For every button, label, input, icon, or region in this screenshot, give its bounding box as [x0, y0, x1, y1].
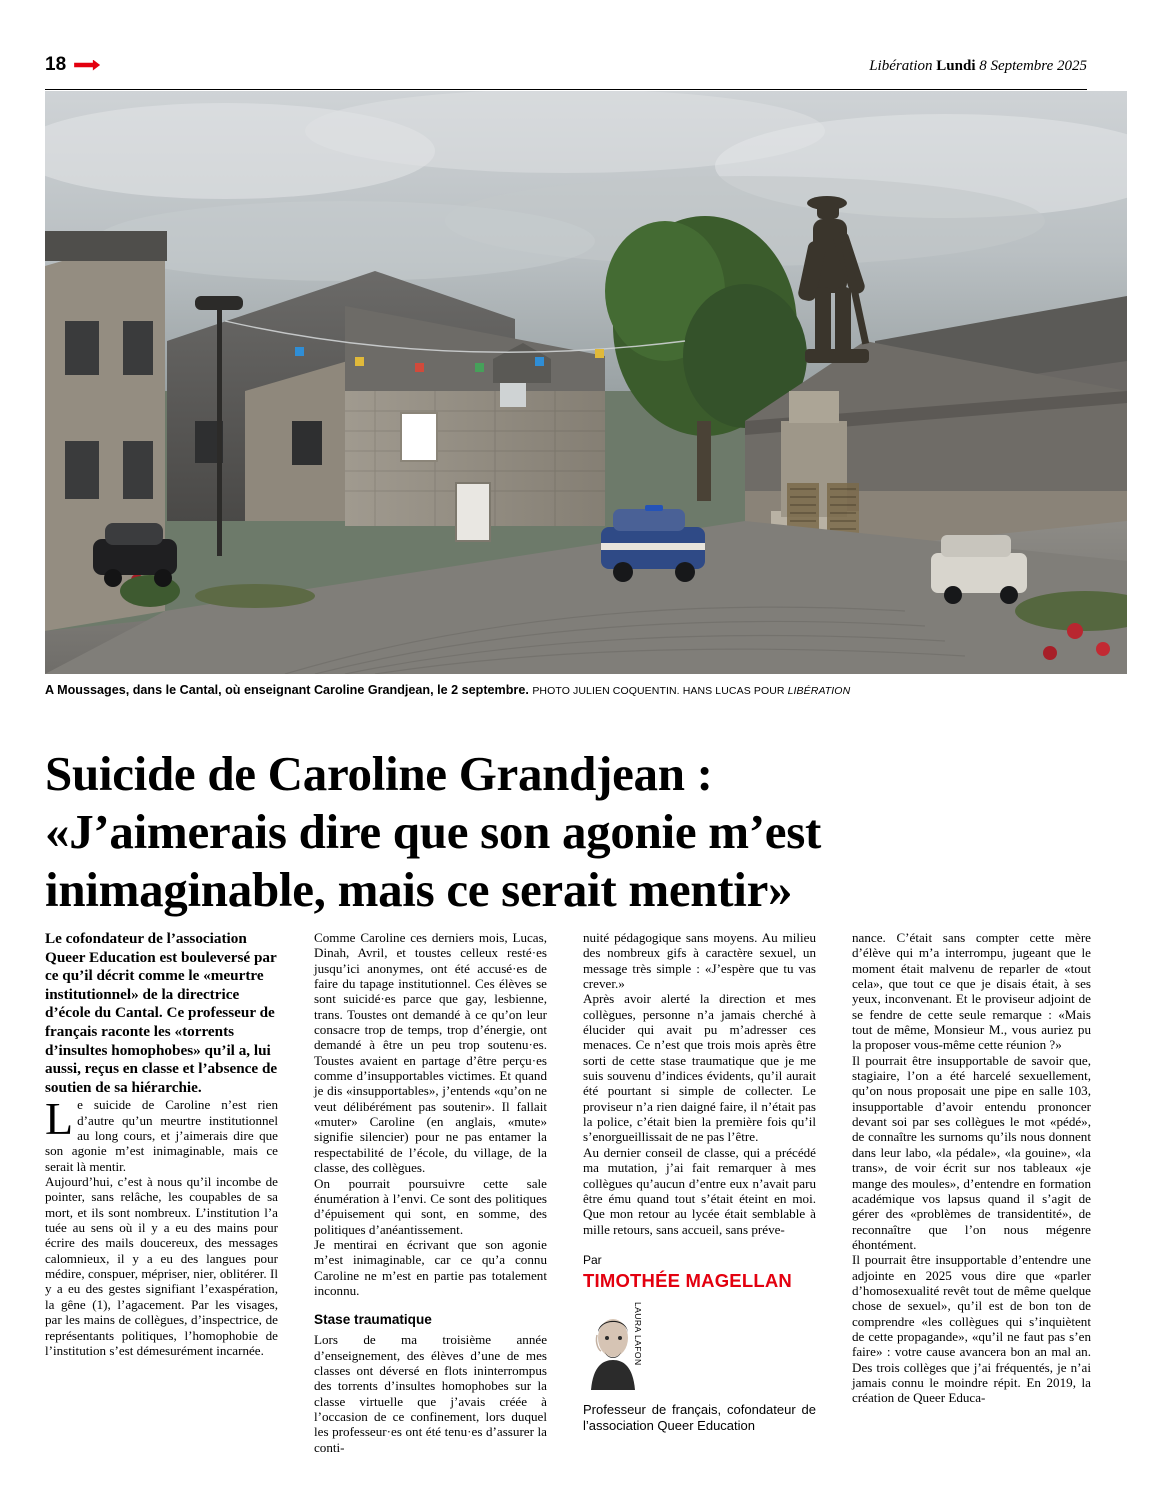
- page-title: [45, 745, 1127, 919]
- headline-line-1: Suicide de Caroline Grandjean :: [45, 745, 713, 801]
- portrait-credit: LAURA LAFON: [633, 1302, 643, 1366]
- dateline-date: 8 Septembre 2025: [979, 58, 1087, 74]
- paragraph: Lors de ma troisième année d’enseignement, des élèves d’une de mes classes ont déversé en flots ininterrompus des torrents d’insultes homophobes sur la classe virtuelle que j’avais créée à l’occasion de ce confinement, lors duquel les professeur·es ont été tenu·es d’assurer la conti-: [314, 1332, 547, 1455]
- paragraph: Comme Caroline ces derniers mois, Lucas, Dinah, Avril, et toustes celleux resté·es jusqu’ici anonymes, ont été accusé·es de faire du tapage institutionnel. Ces élèves se sont suicidé·es parce que gay, lesbienne, trans. Toustes ont demandé à ce qu’on leur consacre trop de temps, trop d’énergie, ont demandé à être un peu trop soutenu·es. Toustes avaient en partage d’être perçu·es comme d’insupportables victimes. Et quand je dis «insupportables», j’entends «qu’on ne veut délibérément pas soutenir». Il fallait «muter» Caroline (en anglais, «mute» signifie silencier) pour ne pas entamer la respectabilité de l’école, du village, de la classe, des collègues.: [314, 930, 547, 1176]
- byline-label: Par: [583, 1252, 602, 1267]
- section-subhead: Stase traumatique: [314, 1312, 432, 1328]
- folio-group: [45, 55, 100, 75]
- publication-name: Libération: [869, 58, 933, 74]
- paragraph: Je mentirai en écrivant que son agonie m’est inimaginable, car ce qu’a connu Caroline ne m’est en partie pas totalement inconnu.: [314, 1236, 547, 1298]
- paragraph: Il pourrait être insupportable de savoir que, stagiaire, l’on a été harcelé sexuellement, qu’on nous proposait une pipe en salle 103, insupportable d’avoir entendu prononcer devant soi par ses collègues le mot «pédé», de connaître les surnoms qu’ils nous donnent dans leur labo, «la pédale», «la gouine», «la trans», de voir écrit sur nos tableaux «je mange des moules», d’entendre en formation académique vos lapsus quand il s’agit de gérer des «problèmes de transidentité», de reconnaître que l’on nous mégenre éhontément.: [852, 1052, 1091, 1252]
- photo-illustration: [45, 91, 1127, 674]
- column-2: [314, 930, 547, 1455]
- column-4: [852, 930, 1091, 1406]
- column-1: [45, 930, 278, 1358]
- paragraph: On pourrait poursuivre cette sale énumération à l’envi. Ce sont des politiques d’épuisement qui sont, en somme, des politiques d’anéantissement.: [314, 1175, 547, 1237]
- village-street-war-memorial-photo: [45, 91, 1127, 674]
- caption-credit-prefix: PHOTO JULIEN COQUENTIN. HANS LUCAS POUR: [532, 685, 788, 697]
- paragraph: Au dernier conseil de classe, qui a précédé ma mutation, j’ai fait remarquer à mes collègues qu’aucun d’entre eux n’avait paru être ému quand tout s’était éteint en moi. Que mon retour au lycée était semblable à mille retours, sans accueil, sans préve-: [583, 1144, 816, 1237]
- column-3: [583, 930, 816, 1434]
- paragraph: Il pourrait être insupportable d’entendre une adjointe en 2025 vous dire que «parler d’homosexualité revêt tout de même quelque chose de sexuel», qu’il est de bon ton de comprendre «les collègues qui s’inquiètent de cette propagande», «qu’il ne faut pas s’en faire» : votre cause avancera bon an mal an. Des trois collèges que j’ai fréquentés, je n’ai jamais connu le moindre répit. En 2019, la création de Queer Educa-: [852, 1252, 1091, 1406]
- paragraph: Aujourd’hui, c’est à nous qu’il incombe de pointer, sans relâche, les coupables de sa mort, et ils sont nombreux. L’institution l’a tuée au sens où il y a eu des mains pour écrire des mails doucereux, des messages calomnieux, il y a eu des langues pour médire, conspuer, mépriser, nier, oblitérer. Il y a eu des gestes signifiant l’exaspération, la gêne (1), l’agacement. Par les visages, par les mains de collègues, d’inspectrice, de représentants politiques, l’homophobie de l’institution s’est démesurément incarnée.: [45, 1174, 278, 1358]
- photo-caption: [45, 682, 1127, 699]
- page-number: 18: [45, 54, 67, 75]
- masthead: [45, 55, 1087, 90]
- dateline-day: Lundi: [936, 58, 976, 74]
- caption-text: A Moussages, dans le Cantal, où enseignant Caroline Grandjean, le 2 septembre.: [45, 683, 529, 697]
- paragraph: Après avoir alerté la direction et mes collègues, personne n’a jamais cherché à élucider qui avait pu m’adresser ces menaces. Ce n’est que trois mois après être sorti de cette stase traumatique que je me suis souvenu d’indices évidents, qu’il aurait été pourtant si simple de collecter. Le proviseur n’a rien daigné faire, il n’était pas la police, c’était bien la première fois qu’il s’enorgueillissait de ne pas l’être.: [583, 991, 816, 1145]
- byline-role: Professeur de français, cofondateur de l’association Queer Education: [583, 1402, 816, 1434]
- headline-line-2: «J’aimerais dire que son agonie m’est: [45, 803, 822, 859]
- byline-author: TIMOTHÉE MAGELLAN: [583, 1270, 792, 1292]
- dateline: [869, 55, 1087, 76]
- headline-line-3: inimaginable, mais ce serait mentir»: [45, 861, 793, 917]
- liberation-arrow-icon: [74, 60, 100, 71]
- author-portrait-group: [583, 1302, 649, 1392]
- caption-credit: [532, 685, 850, 697]
- paragraph: nance. C’était sans compter cette mère d’élève qui m’a interrompu, jugeant que le moment était malvenu de reparler de «tout cela», que tout ce que je disais était, à ses yeux, inconvenant. Et le proviseur adjoint de se fendre de cette seule remarque : «Mais tout de même, Monsieur M., vous auriez pu la proposer vous-même cette réunion ?»: [852, 930, 1091, 1053]
- caption-credit-publication: LIBÉRATION: [787, 685, 851, 697]
- paragraph: nuité pédagogique sans moyens. Au milieu des nombreux gifs à caractère sexuel, un message très simple : «J’espère que tu vas crever.»: [583, 930, 816, 992]
- article-body: [45, 930, 1091, 1455]
- standfirst: Le cofondateur de l’association Queer Education est bouleversé par ce qu’il décrit comme le «meurtre institutionnel» de la directrice d’école du Cantal. Ce professeur de français raconte les «torrents d’insultes homophobes» qu’il a, lui aussi, reçus en classe et l’absence de soutien de sa hiérarchie.: [45, 930, 278, 1096]
- paragraph: Le suicide de Caroline n’est rien d’autre qu’un meurtre institutionnel au long cours, et j’aimerais dire que son agonie m’est inimaginable, mais ce serait là mentir.: [45, 1093, 278, 1174]
